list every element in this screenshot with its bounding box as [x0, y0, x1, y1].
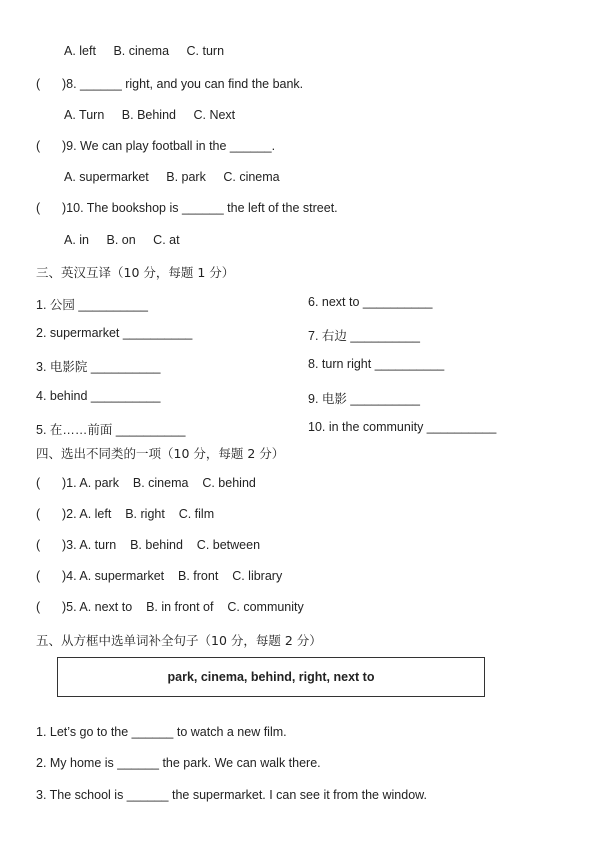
q10-option-c: C. at	[153, 233, 180, 247]
q8-option-a: A. Turn	[64, 108, 105, 122]
q9-question: )9. We can play football in the ______.	[62, 139, 276, 153]
q10-option-a: A. in	[64, 233, 90, 247]
q10-option-b: B. on	[106, 233, 136, 247]
odd-one-paren-1: (	[36, 476, 41, 490]
translate-item-3: 3. 电影院 __________	[36, 360, 161, 374]
translate-item-2: 2. supermarket __________	[36, 326, 193, 340]
odd-one-paren-5: (	[36, 600, 41, 614]
odd-one-paren-3: (	[36, 538, 41, 552]
translate-item-7: 7. 右边 __________	[308, 329, 420, 343]
fill-sentence-3: 3. The school is ______ the supermarket. I can see it from the window.	[36, 788, 427, 802]
q7-option-b: B. cinema	[113, 44, 170, 58]
q10-options	[64, 233, 194, 247]
section5-title: 五、从方框中选单词补全句子（10 分，每题 2 分）	[36, 633, 322, 648]
q9-option-c: C. cinema	[223, 170, 280, 184]
q7-option-a: A. left	[64, 44, 96, 58]
section4-title: 四、选出不同类的一项（10 分，每题 2 分）	[36, 446, 285, 461]
q7-options	[64, 44, 238, 58]
q9-paren: (	[36, 139, 41, 153]
translate-item-9: 9. 电影 __________	[308, 392, 420, 406]
odd-one-item-2: )2. A. left B. right C. film	[62, 507, 215, 521]
translate-item-6: 6. next to __________	[308, 295, 433, 309]
translate-item-8: 8. turn right __________	[308, 357, 445, 371]
q8-options	[64, 108, 249, 122]
fill-sentence-2: 2. My home is ______ the park. We can walk there.	[36, 756, 321, 770]
translate-item-4: 4. behind __________	[36, 389, 161, 403]
q9-option-a: A. supermarket	[64, 170, 149, 184]
fill-sentence-1: 1. Let’s go to the ______ to watch a new film.	[36, 725, 287, 739]
odd-one-paren-2: (	[36, 507, 41, 521]
translate-item-5: 5. 在……前面 __________	[36, 423, 186, 437]
section3-title: 三、英汉互译（10 分，每题 1 分）	[36, 265, 235, 280]
q9-options	[64, 170, 294, 184]
word-box: park, cinema, behind, right, next to	[57, 657, 485, 697]
odd-one-item-3: )3. A. turn B. behind C. between	[62, 538, 261, 552]
q8-option-c: C. Next	[193, 108, 236, 122]
q9-option-b: B. park	[166, 170, 206, 184]
odd-one-item-5: )5. A. next to B. in front of C. community	[62, 600, 304, 614]
translate-item-1: 1. 公园 __________	[36, 298, 148, 312]
q8-paren: (	[36, 77, 41, 91]
odd-one-paren-4: (	[36, 569, 41, 583]
q7-option-c: C. turn	[186, 44, 225, 58]
q10-paren: (	[36, 201, 41, 215]
q8-question: )8. ______ right, and you can find the bank.	[62, 77, 304, 91]
odd-one-item-4: )4. A. supermarket B. front C. library	[62, 569, 283, 583]
odd-one-item-1: )1. A. park B. cinema C. behind	[62, 476, 256, 490]
translate-item-10: 10. in the community __________	[308, 420, 497, 434]
q10-question: )10. The bookshop is ______ the left of the street.	[62, 201, 338, 215]
q8-option-b: B. Behind	[121, 108, 176, 122]
